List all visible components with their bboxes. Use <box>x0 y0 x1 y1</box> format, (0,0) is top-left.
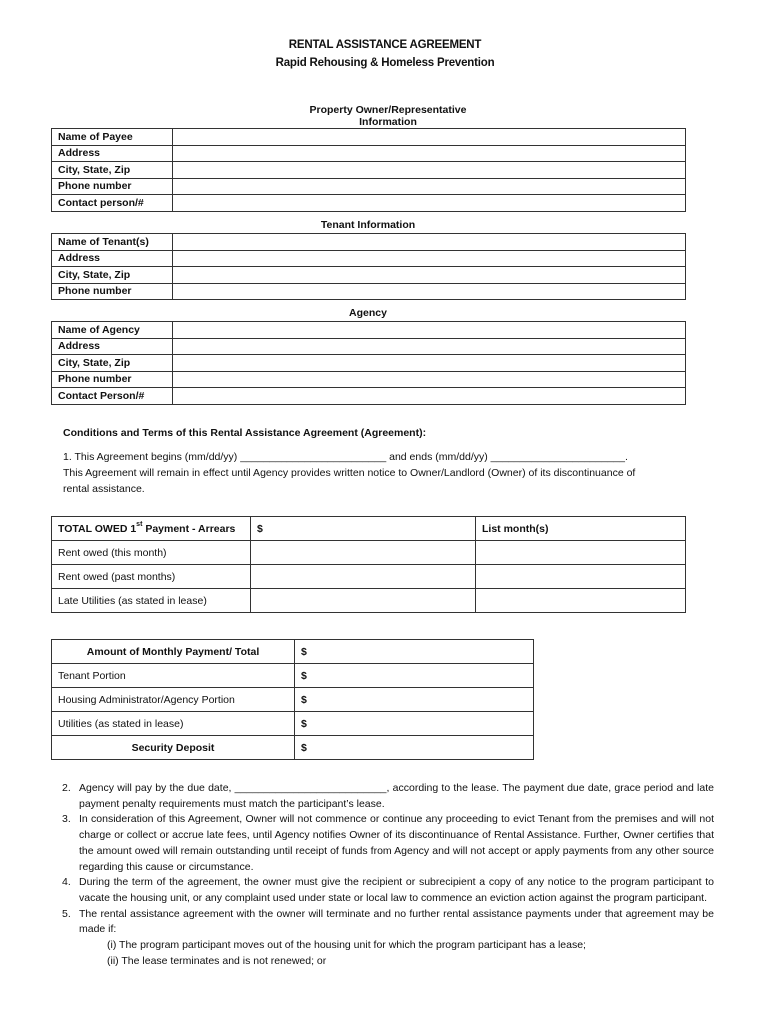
document-title: RENTAL ASSISTANCE AGREEMENT <box>288 39 482 51</box>
owner-heading-line2: Information <box>359 116 417 128</box>
table-row <box>52 283 686 300</box>
utilities-label: Utilities (as stated in lease) <box>52 712 295 736</box>
list-item <box>62 812 714 875</box>
table-row <box>52 195 686 212</box>
tenant-city-label: City, State, Zip <box>52 267 173 284</box>
rent-past-months-amount[interactable] <box>251 565 476 589</box>
table-row <box>52 565 686 589</box>
table-row <box>52 388 686 405</box>
term-number: 2. <box>62 782 71 794</box>
table-row <box>52 640 534 664</box>
owner-section-heading <box>0 104 770 128</box>
tenant-phone-field[interactable] <box>173 283 686 300</box>
arrears-header-text: TOTAL OWED 1 <box>58 522 137 535</box>
arrears-header-text-post: Payment - Arrears <box>142 522 236 535</box>
conditions-line2: This Agreement will remain in effect until Agency provides written notice to Owner/Landlord (Owner) of its discontinuance of <box>63 467 636 479</box>
conditions-text <box>63 449 723 497</box>
agency-address-label: Address <box>52 338 173 355</box>
tenant-portion-field[interactable]: $ <box>295 664 534 688</box>
list-item <box>62 875 714 906</box>
table-row <box>52 267 686 284</box>
term-5-subitem-i: (i) The program participant moves out of the housing unit for which the program participant has a lease; <box>107 939 586 952</box>
utilities-field[interactable]: $ <box>295 712 534 736</box>
tenant-section-heading: Tenant Information <box>320 219 416 231</box>
table-row <box>52 162 686 179</box>
tenant-phone-label: Phone number <box>52 283 173 300</box>
table-row <box>52 178 686 195</box>
owner-heading-line1: Property Owner/Representative <box>309 104 467 116</box>
owner-city-label: City, State, Zip <box>52 162 173 179</box>
table-row <box>52 688 534 712</box>
rent-past-months-months[interactable] <box>476 565 686 589</box>
monthly-payment-header: Amount of Monthly Payment/ Total <box>52 640 295 664</box>
list-month-header: List month(s) <box>476 517 686 541</box>
rent-this-month-months[interactable] <box>476 541 686 565</box>
tenant-name-label: Name of Tenant(s) <box>52 234 173 251</box>
table-row <box>52 338 686 355</box>
table-row <box>52 234 686 251</box>
tenant-city-field[interactable] <box>173 267 686 284</box>
agency-contact-field[interactable] <box>173 388 686 405</box>
agency-name-label: Name of Agency <box>52 322 173 339</box>
table-row <box>52 736 534 760</box>
rent-this-month-label: Rent owed (this month) <box>52 541 251 565</box>
owner-phone-label: Phone number <box>52 178 173 195</box>
late-utilities-label: Late Utilities (as stated in lease) <box>52 589 251 613</box>
tenant-name-field[interactable] <box>173 234 686 251</box>
table-row <box>52 250 686 267</box>
term-4-text: During the term of the agreement, the owner must give the recipient or subrecipient a copy of any notice to the program participant to vacate the housing unit, or any complaint used under state or local law to commence an eviction action against the program participant. <box>79 876 714 904</box>
late-utilities-amount[interactable] <box>251 589 476 613</box>
table-row <box>52 517 686 541</box>
tenant-address-field[interactable] <box>173 250 686 267</box>
monthly-payment-table <box>51 639 534 760</box>
term-5-text: The rental assistance agreement with the owner will terminate and no further rental assistance payments under that agreement may be made if: <box>79 907 714 936</box>
security-deposit-label: Security Deposit <box>52 736 295 760</box>
owner-contact-label: Contact person/# <box>52 195 173 212</box>
agency-address-field[interactable] <box>173 338 686 355</box>
security-deposit-field[interactable]: $ <box>295 736 534 760</box>
arrears-header <box>52 517 251 541</box>
term-5-subitem-ii: (ii) The lease terminates and is not renewed; or <box>107 954 327 967</box>
conditions-line1: 1. This Agreement begins (mm/dd/yy) _________________________ and ends (mm/dd/yy) _______________________. <box>63 451 628 463</box>
agency-portion-label: Housing Administrator/Agency Portion <box>52 688 295 712</box>
agency-portion-field[interactable]: $ <box>295 688 534 712</box>
arrears-table <box>51 516 686 613</box>
agency-contact-label: Contact Person/# <box>52 388 173 405</box>
agency-phone-label: Phone number <box>52 371 173 388</box>
document-subtitle: Rapid Rehousing & Homeless Prevention <box>275 57 495 69</box>
tenant-address-label: Address <box>52 250 173 267</box>
table-row <box>52 589 686 613</box>
table-row <box>52 129 686 146</box>
arrears-total-field[interactable]: $ <box>251 517 476 541</box>
term-2-text: Agency will pay by the due date, __________________________, according to the lease. The payment due date, grace period and late payment penalty requirements must match the participant’s lease. <box>79 782 714 810</box>
rent-past-months-label: Rent owed (past months) <box>52 565 251 589</box>
owner-address-label: Address <box>52 145 173 162</box>
conditions-heading: Conditions and Terms of this Rental Assistance Agreement (Agreement): <box>63 427 427 439</box>
table-row <box>52 664 534 688</box>
table-row <box>52 712 534 736</box>
agency-section-heading: Agency <box>349 307 387 319</box>
conditions-line3: rental assistance. <box>63 483 145 495</box>
table-row <box>52 371 686 388</box>
term-number: 4. <box>62 876 71 889</box>
term-3-text: In consideration of this Agreement, Owner will not commence or continue any proceeding to evict Tenant from the premises and will not charge or collect or accrue late fees, until Agency notifies Owner of its discontinuance of Rental Assistance. Further, Owner certifies that the amount owed will remain outstanding until receipt of funds from Agency and will not accept or apply payments from any other source regarding this cause or circumstance. <box>79 813 714 873</box>
agency-name-field[interactable] <box>173 322 686 339</box>
owner-phone-field[interactable] <box>173 178 686 195</box>
owner-city-field[interactable] <box>173 162 686 179</box>
owner-payee-label: Name of Payee <box>52 129 173 146</box>
term-number: 3. <box>62 813 71 826</box>
tenant-portion-label: Tenant Portion <box>52 664 295 688</box>
agency-city-field[interactable] <box>173 355 686 372</box>
arrears-header-sup: st <box>136 520 143 528</box>
table-row <box>52 145 686 162</box>
owner-payee-field[interactable] <box>173 129 686 146</box>
table-row <box>52 541 686 565</box>
agency-city-label: City, State, Zip <box>52 355 173 372</box>
terms-list <box>62 781 714 969</box>
late-utilities-months[interactable] <box>476 589 686 613</box>
rent-this-month-amount[interactable] <box>251 541 476 565</box>
monthly-total-field[interactable]: $ <box>295 640 534 664</box>
tenant-info-table <box>51 233 686 300</box>
agency-info-table <box>51 321 686 405</box>
term-number: 5. <box>62 907 71 920</box>
list-item <box>62 781 714 812</box>
table-row <box>52 322 686 339</box>
list-item <box>62 907 714 938</box>
table-row <box>52 355 686 372</box>
owner-address-field[interactable] <box>173 145 686 162</box>
agency-phone-field[interactable] <box>173 371 686 388</box>
owner-contact-field[interactable] <box>173 195 686 212</box>
owner-info-table <box>51 128 686 212</box>
